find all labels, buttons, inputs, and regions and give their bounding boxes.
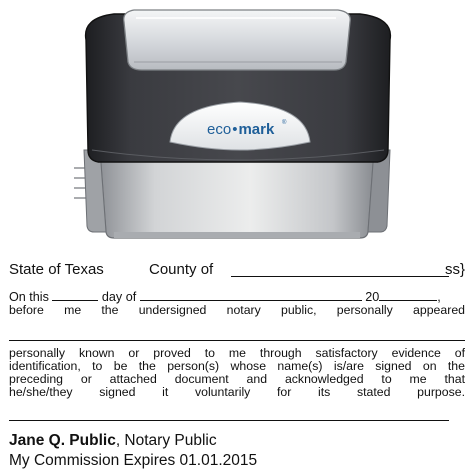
county-blank: [231, 276, 449, 277]
month-blank: [140, 289, 362, 301]
signature-line: [9, 420, 449, 421]
commission-expiration: My Commission Expires 01.01.2015: [9, 452, 258, 469]
venue-line: [9, 261, 465, 281]
notary-name: Jane Q. Public: [9, 432, 116, 449]
year-prefix: 20: [365, 290, 380, 304]
acknowledgment-line-3: preceding or attached document and acknowledged to me that: [9, 373, 465, 386]
trademark-symbol: ®: [282, 120, 287, 126]
acknowledgment-line-2: identification, to be the person(s) whose name(s) is/are signed on the: [9, 360, 465, 373]
day-blank: [52, 289, 98, 301]
acknowledgment-line-1: personally known or proved to me through satisfactory evidence of: [9, 347, 465, 360]
notary-title: , Notary Public: [115, 432, 217, 449]
appearance-line: before me the undersigned notary public, personally appeared: [9, 304, 465, 317]
signer-name-blank: [9, 340, 465, 341]
day-of-label: day of: [101, 290, 137, 304]
date-line: [9, 289, 465, 305]
year-blank: [379, 289, 437, 301]
brand-logo: eco•mark: [207, 121, 275, 138]
self-inking-stamp-image: [62, 0, 412, 255]
acknowledgment-line-4: he/she/they signed it voluntarily for its stated purpose.: [9, 386, 465, 399]
on-this-label: On this: [9, 290, 49, 304]
state-label: State of Texas: [9, 261, 104, 278]
notary-name-line: [9, 432, 465, 450]
ss-label: ss}: [444, 261, 465, 278]
comma: ,: [437, 290, 441, 304]
county-label: County of: [149, 261, 214, 278]
